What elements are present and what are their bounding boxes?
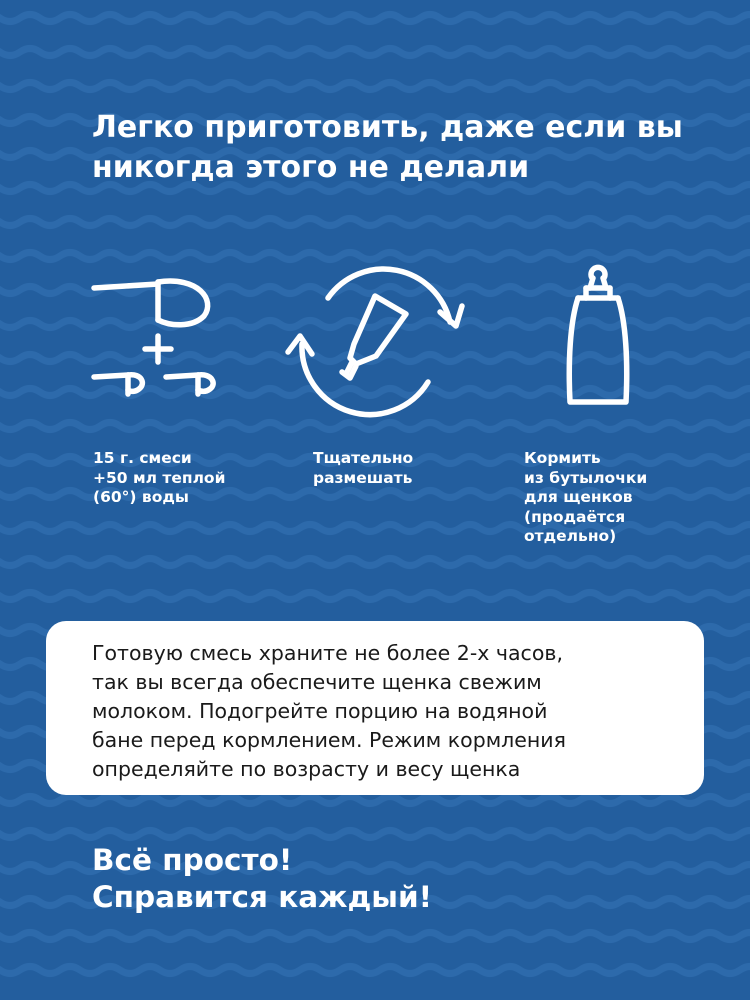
wave-line	[0, 219, 750, 226]
storage-note-text: Готовую смесь храните не более 2-х часов, так вы всегда обеспечите щенка свежим молоком. Подогрейте порцию на водяной бане перед кормлением. Режим кормления определяйте по возрасту и весу щенка	[92, 641, 566, 781]
wave-line	[0, 83, 750, 90]
wave-line	[0, 423, 750, 430]
wave-line	[0, 253, 750, 260]
wave-line	[0, 933, 750, 940]
wave-line	[0, 593, 750, 600]
wave-line	[0, 15, 750, 22]
stir-shake-icon	[280, 260, 470, 420]
puppy-bottle-icon	[560, 262, 638, 412]
step-1-text: 15 г. смеси +50 мл теплой (60°) воды	[93, 449, 226, 506]
wave-line	[0, 831, 750, 838]
powder-plus-water-icon	[88, 268, 228, 403]
wave-line	[0, 797, 750, 804]
wave-line	[0, 967, 750, 974]
headline: Легко приготовить, даже если вы никогда этого не делали	[92, 110, 683, 185]
footer-slogan: Всё просто! Справится каждый!	[92, 843, 433, 914]
step-2-text: Тщательно размешать	[313, 449, 414, 487]
storage-note-card	[46, 621, 704, 795]
wave-line	[0, 49, 750, 56]
step-3-text: Кормить из бутылочки для щенков (продаётся отдельно)	[524, 449, 648, 545]
wave-line	[0, 559, 750, 566]
